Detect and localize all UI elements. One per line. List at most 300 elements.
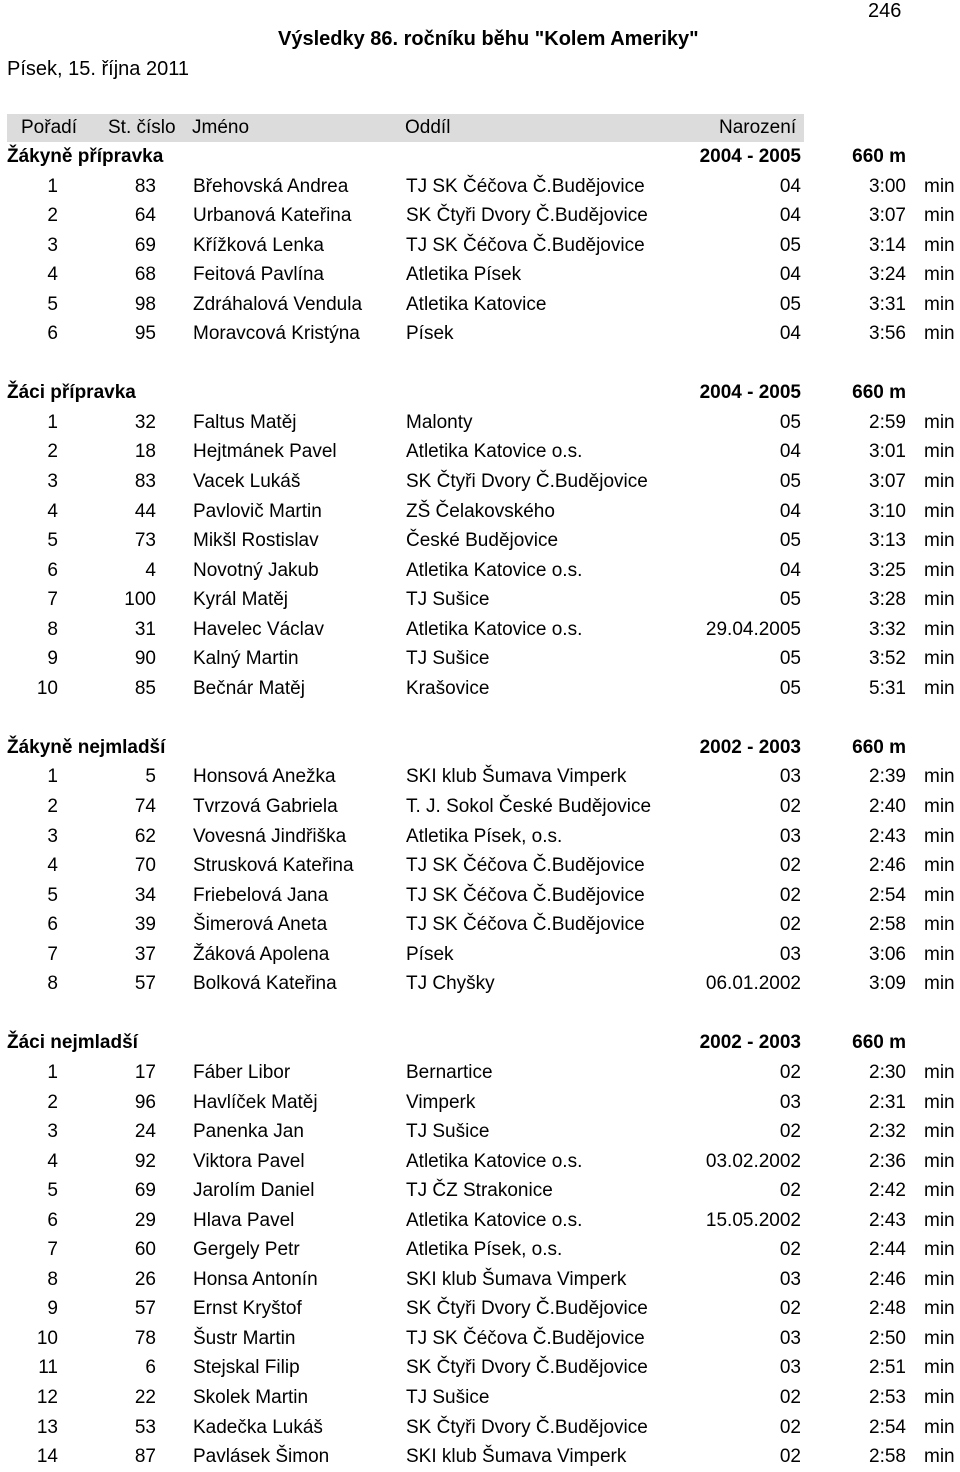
section-header [0, 733, 960, 763]
table-row [0, 674, 960, 704]
table-row [0, 467, 960, 497]
cell-rank: 5 [47, 1180, 58, 1202]
header-name: Jméno [192, 117, 250, 138]
cell-rank: 6 [47, 323, 58, 345]
cell-number: 24 [134, 1121, 156, 1143]
cell-rank: 3 [47, 471, 58, 493]
cell-unit: min [924, 500, 955, 522]
cell-born: 04 [779, 323, 801, 345]
cell-club: SKI klub Šumava Vimperk [406, 1268, 627, 1290]
table-row [0, 556, 960, 586]
cell-name: Bečnár Matěj [193, 677, 305, 699]
cell-number: 90 [134, 648, 156, 670]
cell-rank: 1 [47, 1061, 58, 1083]
cell-time: 2:46 [869, 855, 906, 877]
cell-unit: min [924, 1327, 955, 1349]
cell-number: 37 [134, 943, 156, 965]
cell-time: 2:43 [869, 1209, 906, 1231]
table-row [0, 1383, 960, 1413]
cell-number: 78 [134, 1327, 156, 1349]
cell-unit: min [924, 677, 955, 699]
cell-rank: 7 [47, 589, 58, 611]
table-row [0, 1294, 960, 1324]
cell-name: Břehovská Andrea [193, 175, 349, 197]
cell-born: 03 [779, 766, 801, 788]
page-title: Výsledky 86. ročníku běhu "Kolem Ameriky" [278, 28, 699, 50]
cell-club: TJ Sušice [406, 589, 490, 611]
cell-name: Panenka Jan [193, 1121, 304, 1143]
cell-born: 02 [779, 796, 801, 818]
cell-number: 53 [134, 1416, 156, 1438]
cell-rank: 5 [47, 884, 58, 906]
cell-time: 2:51 [869, 1357, 906, 1379]
cell-unit: min [924, 1061, 955, 1083]
cell-time: 2:36 [869, 1150, 906, 1172]
table-row [0, 615, 960, 645]
cell-club: TJ SK Čéčova Č.Budějovice [406, 1327, 645, 1349]
cell-name: Žáková Apolena [193, 943, 330, 965]
cell-unit: min [924, 855, 955, 877]
cell-name: Moravcová Kristýna [193, 323, 360, 345]
cell-rank: 11 [38, 1357, 58, 1379]
table-row [0, 1058, 960, 1088]
table-row [0, 408, 960, 438]
cell-rank: 1 [47, 175, 58, 197]
cell-unit: min [924, 264, 955, 286]
table-row [0, 172, 960, 202]
cell-name: Šimerová Aneta [193, 914, 328, 936]
cell-time: 2:39 [869, 766, 906, 788]
cell-time: 3:52 [869, 648, 906, 670]
cell-club: SKI klub Šumava Vimperk [406, 1446, 627, 1468]
section-header [0, 378, 960, 408]
cell-rank: 10 [36, 677, 58, 699]
cell-name: Strusková Kateřina [193, 855, 354, 877]
cell-number: 57 [134, 973, 156, 995]
cell-unit: min [924, 1121, 955, 1143]
cell-time: 2:44 [869, 1239, 906, 1261]
cell-club: SK Čtyři Dvory Č.Budějovice [406, 1416, 648, 1438]
cell-unit: min [924, 825, 955, 847]
header-club: Oddíl [405, 117, 451, 138]
cell-born: 04 [779, 264, 801, 286]
table-row [0, 822, 960, 852]
cell-name: Tvrzová Gabriela [193, 796, 338, 818]
cell-time: 2:50 [869, 1327, 906, 1349]
section-title: Žákyně nejmladší [7, 736, 166, 758]
section-years: 2004 - 2005 [699, 146, 801, 167]
table-row [0, 1265, 960, 1295]
cell-name: Honsa Antonín [193, 1268, 318, 1290]
cell-born: 05 [779, 471, 801, 493]
cell-club: Atletika Katovice [406, 293, 547, 315]
cell-number: 70 [134, 855, 156, 877]
cell-number: 68 [134, 264, 156, 286]
cell-club: Krašovice [406, 677, 490, 699]
cell-number: 34 [134, 884, 156, 906]
table-row [0, 762, 960, 792]
cell-rank: 3 [47, 234, 58, 256]
cell-name: Pavlásek Šimon [193, 1446, 330, 1468]
cell-club: TJ SK Čéčova Č.Budějovice [406, 884, 645, 906]
cell-time: 3:31 [869, 293, 906, 315]
cell-time: 2:30 [869, 1061, 906, 1083]
cell-unit: min [924, 411, 955, 433]
cell-born: 05 [779, 589, 801, 611]
cell-rank: 8 [47, 1268, 58, 1290]
cell-name: Urbanová Kateřina [193, 205, 352, 227]
cell-number: 17 [134, 1061, 156, 1083]
cell-rank: 8 [47, 973, 58, 995]
cell-unit: min [924, 796, 955, 818]
cell-club: Vimperk [406, 1091, 476, 1113]
cell-time: 2:48 [869, 1298, 906, 1320]
cell-time: 2:40 [869, 796, 906, 818]
cell-rank: 5 [47, 530, 58, 552]
cell-unit: min [924, 1180, 955, 1202]
cell-name: Fáber Libor [193, 1061, 291, 1083]
cell-unit: min [924, 1150, 955, 1172]
cell-unit: min [924, 914, 955, 936]
cell-number: 32 [134, 411, 156, 433]
cell-born: 03 [779, 1357, 801, 1379]
table-row [0, 851, 960, 881]
cell-name: Zdráhalová Vendula [193, 293, 363, 315]
cell-time: 3:28 [869, 589, 906, 611]
cell-rank: 2 [47, 1091, 58, 1113]
cell-club: Atletika Katovice o.s. [406, 441, 583, 463]
cell-name: Bolková Kateřina [193, 973, 337, 995]
cell-name: Vacek Lukáš [193, 471, 301, 493]
table-row [0, 319, 960, 349]
cell-born: 05 [779, 293, 801, 315]
cell-name: Faltus Matěj [193, 411, 297, 433]
cell-time: 3:10 [869, 500, 906, 522]
cell-rank: 14 [36, 1446, 58, 1468]
cell-time: 3:14 [869, 234, 906, 256]
cell-time: 3:00 [869, 175, 906, 197]
cell-unit: min [924, 618, 955, 640]
cell-unit: min [924, 884, 955, 906]
cell-club: České Budějovice [406, 530, 559, 552]
cell-club: Atletika Katovice o.s. [406, 1209, 583, 1231]
cell-number: 60 [134, 1239, 156, 1261]
cell-born: 03 [779, 1327, 801, 1349]
cell-time: 2:32 [869, 1121, 906, 1143]
cell-name: Pavlovič Martin [193, 500, 322, 522]
cell-name: Hlava Pavel [193, 1209, 295, 1231]
section-title: Žákyně přípravka [7, 146, 164, 167]
cell-name: Stejskal Filip [193, 1357, 300, 1379]
section-title: Žáci přípravka [7, 382, 136, 404]
table-row [0, 585, 960, 615]
cell-unit: min [924, 1298, 955, 1320]
cell-name: Viktora Pavel [193, 1150, 305, 1172]
cell-name: Vovesná Jindřiška [193, 825, 347, 847]
cell-rank: 7 [47, 1239, 58, 1261]
section-header [0, 142, 960, 172]
cell-number: 98 [134, 293, 156, 315]
cell-club: SK Čtyři Dvory Č.Budějovice [406, 1298, 648, 1320]
section-spacer [0, 703, 960, 733]
cell-number: 100 [124, 589, 156, 611]
cell-time: 2:46 [869, 1268, 906, 1290]
table-row [0, 260, 960, 290]
cell-time: 3:06 [869, 943, 906, 965]
page-number: 246 [868, 0, 902, 22]
cell-rank: 4 [47, 855, 58, 877]
cell-time: 3:07 [869, 205, 906, 227]
cell-rank: 5 [47, 293, 58, 315]
cell-name: Novotný Jakub [193, 559, 319, 581]
cell-born: 02 [779, 855, 801, 877]
cell-name: Havelec Václav [193, 618, 324, 640]
cell-name: Šustr Martin [193, 1327, 296, 1349]
cell-born: 04 [779, 441, 801, 463]
cell-club: TJ Sušice [406, 1386, 490, 1408]
cell-number: 39 [134, 914, 156, 936]
cell-club: Malonty [406, 411, 473, 433]
cell-time: 3:13 [869, 530, 906, 552]
cell-unit: min [924, 1209, 955, 1231]
cell-number: 5 [145, 766, 156, 788]
cell-club: TJ Sušice [406, 1121, 490, 1143]
cell-unit: min [924, 1416, 955, 1438]
cell-rank: 3 [47, 1121, 58, 1143]
cell-number: 62 [134, 825, 156, 847]
cell-rank: 13 [36, 1416, 58, 1438]
cell-born: 04 [779, 500, 801, 522]
section-distance: 660 m [852, 736, 906, 758]
cell-number: 44 [134, 500, 156, 522]
cell-club: ZŠ Čelakovského [406, 500, 555, 522]
header-born: Narození [719, 117, 797, 138]
cell-unit: min [924, 175, 955, 197]
cell-time: 2:42 [869, 1180, 906, 1202]
cell-unit: min [924, 293, 955, 315]
cell-born: 02 [779, 884, 801, 906]
table-row [0, 526, 960, 556]
cell-unit: min [924, 441, 955, 463]
cell-unit: min [924, 973, 955, 995]
table-row [0, 1442, 960, 1472]
cell-born: 02 [779, 1180, 801, 1202]
cell-club: T. J. Sokol České Budějovice [406, 796, 652, 818]
cell-rank: 4 [47, 264, 58, 286]
cell-club: TJ SK Čéčova Č.Budějovice [406, 914, 645, 936]
section-distance: 660 m [852, 1032, 906, 1054]
cell-club: TJ ČZ Strakonice [406, 1180, 553, 1202]
cell-rank: 4 [47, 500, 58, 522]
cell-number: 4 [145, 559, 156, 581]
cell-club: Atletika Písek [406, 264, 522, 286]
cell-rank: 3 [47, 825, 58, 847]
cell-rank: 9 [47, 648, 58, 670]
cell-name: Gergely Petr [193, 1239, 300, 1261]
cell-time: 2:54 [869, 1416, 906, 1438]
cell-time: 3:24 [869, 264, 906, 286]
header-rank: Pořadí [21, 117, 77, 138]
section-distance: 660 m [852, 382, 906, 404]
table-row [0, 231, 960, 261]
cell-unit: min [924, 1268, 955, 1290]
section-title: Žáci nejmladší [7, 1032, 138, 1054]
cell-number: 83 [134, 175, 156, 197]
cell-number: 6 [145, 1357, 156, 1379]
results-table [0, 142, 960, 1472]
cell-unit: min [924, 648, 955, 670]
cell-unit: min [924, 943, 955, 965]
table-row [0, 1147, 960, 1177]
cell-rank: 9 [47, 1298, 58, 1320]
cell-name: Kyrál Matěj [193, 589, 289, 611]
cell-born: 03 [779, 1091, 801, 1113]
cell-born: 02 [779, 1061, 801, 1083]
cell-number: 31 [134, 618, 156, 640]
cell-club: TJ SK Čéčova Č.Budějovice [406, 234, 645, 256]
cell-rank: 6 [47, 1209, 58, 1231]
cell-time: 3:09 [869, 973, 906, 995]
cell-number: 57 [134, 1298, 156, 1320]
cell-club: Atletika Katovice o.s. [406, 559, 583, 581]
section-years: 2002 - 2003 [699, 736, 801, 758]
cell-club: Atletika Katovice o.s. [406, 618, 583, 640]
table-row [0, 644, 960, 674]
cell-name: Křížková Lenka [193, 234, 324, 256]
cell-rank: 1 [47, 411, 58, 433]
cell-born: 05 [779, 677, 801, 699]
section-spacer [0, 999, 960, 1029]
cell-born: 03 [779, 1268, 801, 1290]
cell-time: 2:58 [869, 914, 906, 936]
cell-number: 85 [134, 677, 156, 699]
cell-born: 02 [779, 1239, 801, 1261]
cell-born: 03 [779, 825, 801, 847]
table-row [0, 201, 960, 231]
cell-unit: min [924, 205, 955, 227]
cell-unit: min [924, 559, 955, 581]
table-row [0, 290, 960, 320]
section-years: 2002 - 2003 [699, 1032, 801, 1054]
section-spacer [0, 349, 960, 379]
cell-number: 29 [134, 1209, 156, 1231]
section-years: 2004 - 2005 [699, 382, 801, 404]
header-number: St. číslo [108, 117, 176, 138]
cell-club: SK Čtyři Dvory Č.Budějovice [406, 471, 648, 493]
cell-born: 02 [779, 1298, 801, 1320]
cell-unit: min [924, 1357, 955, 1379]
cell-time: 2:54 [869, 884, 906, 906]
table-row [0, 1117, 960, 1147]
cell-unit: min [924, 766, 955, 788]
cell-name: Mikšl Rostislav [193, 530, 319, 552]
table-row [0, 497, 960, 527]
cell-name: Jarolím Daniel [193, 1180, 315, 1202]
cell-time: 3:25 [869, 559, 906, 581]
cell-unit: min [924, 530, 955, 552]
cell-number: 22 [134, 1386, 156, 1408]
cell-born: 02 [779, 1121, 801, 1143]
cell-born: 02 [779, 1386, 801, 1408]
table-row [0, 1206, 960, 1236]
cell-number: 73 [134, 530, 156, 552]
table-row [0, 1413, 960, 1443]
table-row [0, 1324, 960, 1354]
cell-name: Friebelová Jana [193, 884, 329, 906]
cell-unit: min [924, 471, 955, 493]
cell-time: 2:58 [869, 1446, 906, 1468]
table-row [0, 1088, 960, 1118]
table-row [0, 1353, 960, 1383]
cell-club: SK Čtyři Dvory Č.Budějovice [406, 1357, 648, 1379]
cell-unit: min [924, 589, 955, 611]
cell-name: Skolek Martin [193, 1386, 309, 1408]
section-distance: 660 m [852, 146, 906, 167]
cell-rank: 10 [36, 1327, 58, 1349]
cell-time: 2:31 [869, 1091, 906, 1113]
cell-name: Honsová Anežka [193, 766, 336, 788]
cell-number: 74 [134, 796, 156, 818]
cell-born: 05 [779, 234, 801, 256]
cell-rank: 8 [47, 618, 58, 640]
table-row [0, 910, 960, 940]
cell-name: Havlíček Matěj [193, 1091, 318, 1113]
cell-number: 26 [134, 1268, 156, 1290]
cell-time: 2:43 [869, 825, 906, 847]
cell-club: TJ Chyšky [406, 973, 495, 995]
cell-rank: 12 [36, 1386, 58, 1408]
cell-club: Bernartice [406, 1061, 493, 1083]
cell-rank: 1 [47, 766, 58, 788]
cell-number: 69 [134, 234, 156, 256]
cell-unit: min [924, 323, 955, 345]
cell-name: Kalný Martin [193, 648, 299, 670]
cell-name: Feitová Pavlína [193, 264, 324, 286]
cell-time: 3:32 [869, 618, 906, 640]
cell-time: 3:56 [869, 323, 906, 345]
cell-born: 02 [779, 1416, 801, 1438]
cell-rank: 2 [47, 796, 58, 818]
table-row [0, 1176, 960, 1206]
cell-number: 95 [134, 323, 156, 345]
cell-time: 2:59 [869, 411, 906, 433]
cell-time: 3:01 [869, 441, 906, 463]
cell-rank: 2 [47, 441, 58, 463]
cell-born: 02 [779, 914, 801, 936]
cell-born: 05 [779, 411, 801, 433]
cell-club: Atletika Katovice o.s. [406, 1150, 583, 1172]
cell-rank: 2 [47, 205, 58, 227]
cell-club: TJ Sušice [406, 648, 490, 670]
cell-club: Atletika Písek, o.s. [406, 1239, 563, 1261]
cell-club: Písek [406, 943, 454, 965]
cell-club: TJ SK Čéčova Č.Budějovice [406, 175, 645, 197]
cell-unit: min [924, 1386, 955, 1408]
cell-born: 03 [779, 943, 801, 965]
cell-born: 06.01.2002 [705, 973, 801, 995]
cell-number: 96 [134, 1091, 156, 1113]
cell-born: 05 [779, 530, 801, 552]
cell-unit: min [924, 234, 955, 256]
cell-born: 04 [779, 205, 801, 227]
section-header [0, 1028, 960, 1058]
cell-born: 05 [779, 648, 801, 670]
cell-rank: 7 [47, 943, 58, 965]
place-date: Písek, 15. října 2011 [7, 58, 189, 80]
cell-club: TJ SK Čéčova Č.Budějovice [406, 855, 645, 877]
cell-name: Kadečka Lukáš [193, 1416, 323, 1438]
cell-rank: 6 [47, 559, 58, 581]
